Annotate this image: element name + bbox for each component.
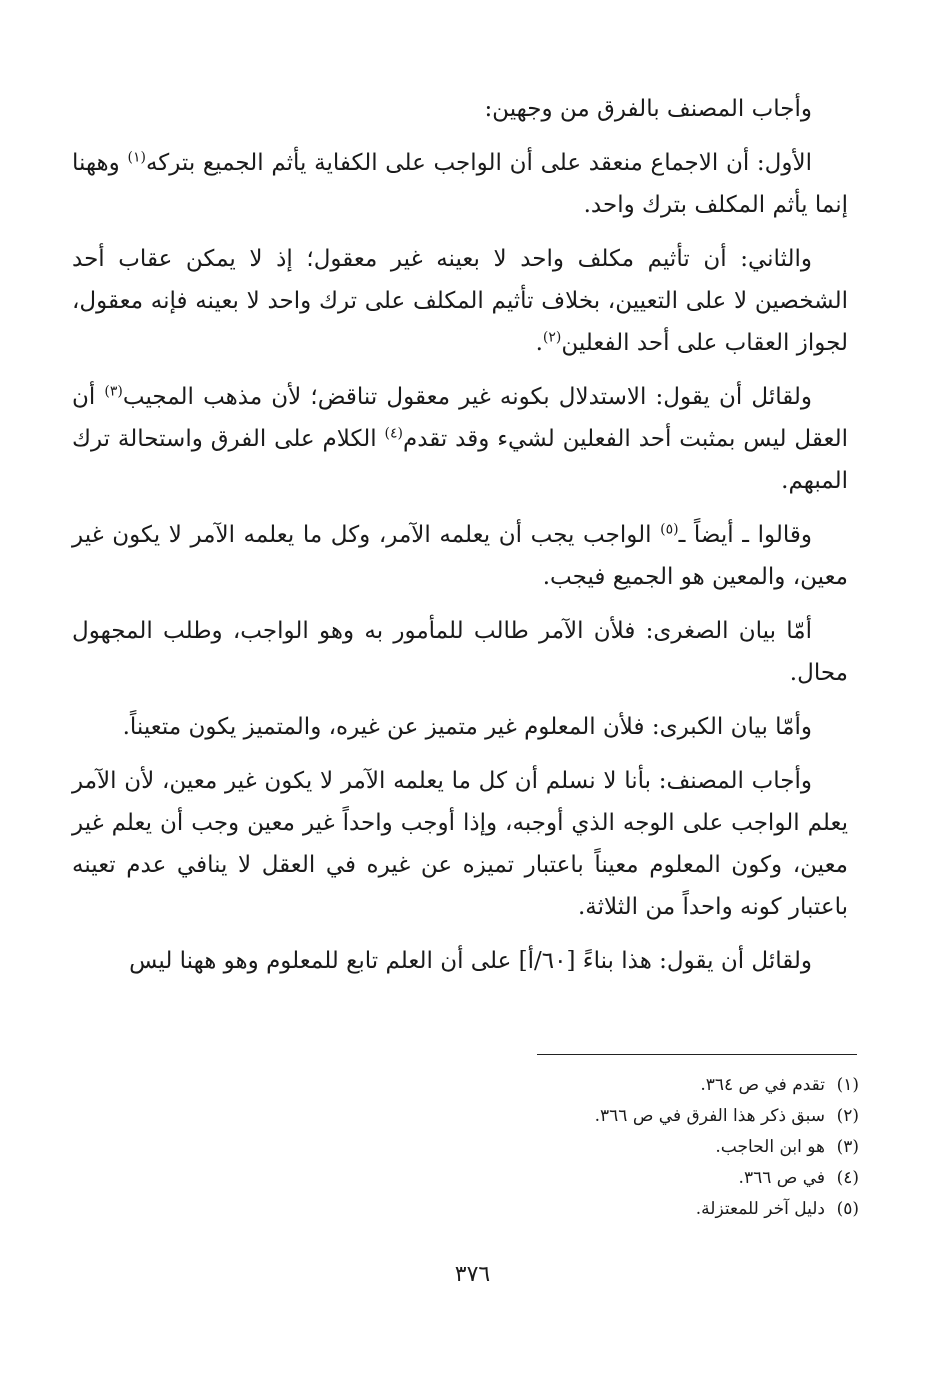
footnote-ref-5[interactable]: (٥) (660, 521, 679, 538)
footnote-divider (537, 1054, 857, 1055)
footnote-number: (٥) (836, 1199, 859, 1219)
paragraph-5: وقالوا ـ أيضاً ـ$^{(٥)}$ الواجب يجب أن يعلمه الآمر، وكل ما يعلمه الآمر لا يكون غير معين، والمعين هو الجميع فيجب. (72, 521, 848, 590)
footnote-3 (359, 1132, 859, 1163)
footnote-text: هو ابن الحاجب. (715, 1137, 825, 1157)
footnote-text: دليل آخر للمعتزلة. (695, 1199, 825, 1219)
footnote-number: (١) (836, 1075, 859, 1095)
paragraph-2: الأول: أن الاجماع منعقد على أن الواجب على الكفاية يأثم الجميع بتركه$^{(١)}$ وههنا إنما يأثم المكلف بترك واحد. (72, 149, 848, 218)
footnote-1 (359, 1070, 859, 1101)
paragraph-1: وأجاب المصنف بالفرق من وجهين: (484, 96, 812, 122)
page-number: ٣٧٦ (454, 1262, 491, 1287)
footnote-ref-1[interactable]: (١) (127, 149, 146, 166)
paragraph-6: أمّا بيان الصغرى: فلأن الآمر طالب للمأمور به وهو الواجب، وطلب المجهول محال. (72, 618, 848, 686)
page-body (72, 88, 848, 994)
paragraph-7: وأمّا بيان الكبرى: فلأن المعلوم غير متميز عن غيره، والمتميز يكون متعيناً. (122, 714, 812, 740)
footnote-number: (٣) (836, 1137, 859, 1157)
paragraph-8: وأجاب المصنف: بأنا لا نسلم أن كل ما يعلمه الآمر لا يكون غير معين، لأن الآمر يعلم الواجب على الوجه الذي أوجبه، وإذا أوجب واحداً غير معين وجب أن يعلم غير معين، وكون المعلوم معيناً باعتبار تميزه عن غيره في العقل لا ينافي عدم تعينه باعتبار كونه واحداً من الثلاثة. (72, 768, 848, 920)
footnote-4 (359, 1163, 859, 1194)
footnote-ref-2[interactable]: (٢) (542, 329, 562, 346)
footnote-ref-3[interactable]: (٣) (104, 383, 123, 400)
footnotes (359, 1070, 859, 1225)
paragraph-4: ولقائل أن يقول: الاستدلال بكونه غير معقول تناقض؛ لأن مذهب المجيب$^{(٣)}$ أن العقل ليس بمثبت أحد الفعلين لشيء وقد تقدم$^{(٤)}$ الكلام على الفرق واستحالة ترك المبهم. (72, 383, 848, 494)
footnote-text: تقدم في ص ٣٦٤. (700, 1075, 825, 1095)
footnote-text: سبق ذكر هذا الفرق في ص ٣٦٦. (594, 1106, 825, 1126)
footnote-number: (٢) (836, 1106, 859, 1126)
paragraph-9: ولقائل أن يقول: هذا بناءً [٦٠/أ] على أن العلم تابع للمعلوم وهو ههنا ليس (129, 948, 812, 974)
footnote-text: في ص ٣٦٦. (738, 1168, 825, 1188)
paragraph-3: والثاني: أن تأثيم مكلف واحد لا بعينه غير معقول؛ إذ لا يمكن عقاب أحد الشخصين لا على التعيين، بخلاف تأثيم المكلف على ترك واحد لا بعينه فإنه معقول، لجواز العقاب على أحد الفعلين$^{(٢)}$. (72, 246, 848, 356)
footnote-2 (359, 1101, 859, 1132)
footnote-number: (٤) (836, 1168, 859, 1188)
footnote-5 (359, 1194, 859, 1225)
footnote-ref-4[interactable]: (٤) (384, 425, 403, 442)
